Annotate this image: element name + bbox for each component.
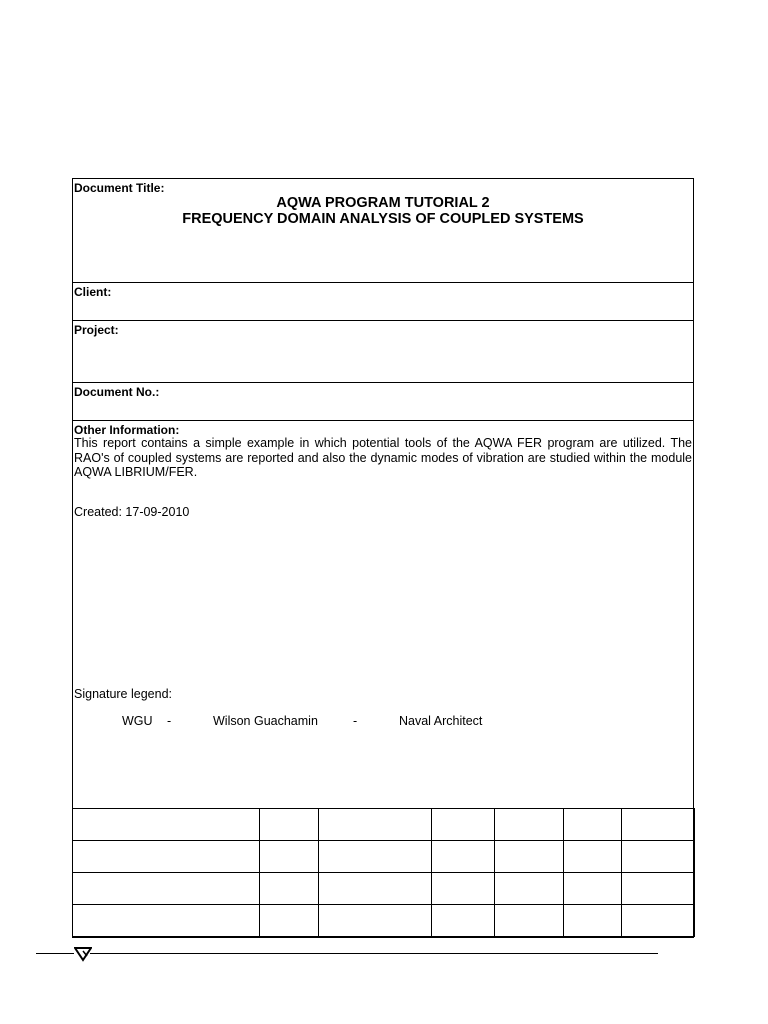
document-title-line-1: AQWA PROGRAM TUTORIAL 2: [276, 195, 490, 211]
table-cell: [564, 841, 622, 873]
client-section: [73, 283, 693, 321]
table-cell: [622, 809, 695, 841]
table-cell: [495, 905, 564, 937]
table-cell: [432, 841, 495, 873]
other-information-section: [73, 421, 693, 808]
table-cell: [622, 841, 695, 873]
client-label: Client:: [74, 285, 112, 299]
other-information-label: Other Information:: [74, 423, 180, 437]
table-cell: [319, 873, 432, 905]
table-cell: [73, 841, 260, 873]
table-cell: [622, 873, 695, 905]
project-label: Project:: [74, 323, 119, 337]
footer-rule-right: [90, 953, 658, 954]
document-no-label: Document No.:: [74, 385, 160, 399]
table-cell: [495, 873, 564, 905]
triangle-logo-icon: [74, 946, 92, 962]
table-cell: [260, 905, 319, 937]
legend-initials: WGU: [122, 714, 153, 728]
table-cell: [432, 905, 495, 937]
signature-table: [72, 808, 695, 937]
document-title-line-2: FREQUENCY DOMAIN ANALYSIS OF COUPLED SYSTEMS: [182, 211, 584, 227]
table-cell: [73, 873, 260, 905]
table-cell: [73, 809, 260, 841]
document-title-label: Document Title:: [74, 181, 165, 195]
table-cell: [622, 905, 695, 937]
table-cell: [319, 905, 432, 937]
table-cell: [73, 905, 260, 937]
cover-sheet-frame: [72, 178, 694, 938]
document-no-section: [73, 383, 693, 421]
legend-separator: -: [167, 714, 172, 728]
footer-rule-left: [36, 953, 74, 954]
table-cell: [564, 873, 622, 905]
legend-separator: -: [353, 714, 358, 728]
table-row: [73, 873, 695, 905]
table-cell: [260, 809, 319, 841]
table-row: [73, 905, 695, 937]
table-cell: [319, 809, 432, 841]
table-cell: [260, 873, 319, 905]
table-row: [73, 809, 695, 841]
project-section: [73, 321, 693, 383]
table-cell: [564, 905, 622, 937]
other-information-text: This report contains a simple example in which potential tools of the AQWA FER program are utilized. The RAO's of coupled systems are reported and also the dynamic modes of vibration are studied within the module AQWA LIBRIUM/FER.: [74, 436, 692, 479]
table-row: [73, 841, 695, 873]
table-cell: [260, 841, 319, 873]
table-cell: [564, 809, 622, 841]
table-cell: [319, 841, 432, 873]
signature-legend-label: Signature legend:: [74, 687, 172, 701]
table-cell: [495, 841, 564, 873]
legend-name: Wilson Guachamin: [213, 714, 318, 728]
table-cell: [432, 809, 495, 841]
document-title-section: [73, 179, 693, 283]
legend-role: Naval Architect: [399, 714, 483, 728]
table-cell: [495, 809, 564, 841]
created-date: Created: 17-09-2010: [74, 505, 190, 519]
table-cell: [432, 873, 495, 905]
